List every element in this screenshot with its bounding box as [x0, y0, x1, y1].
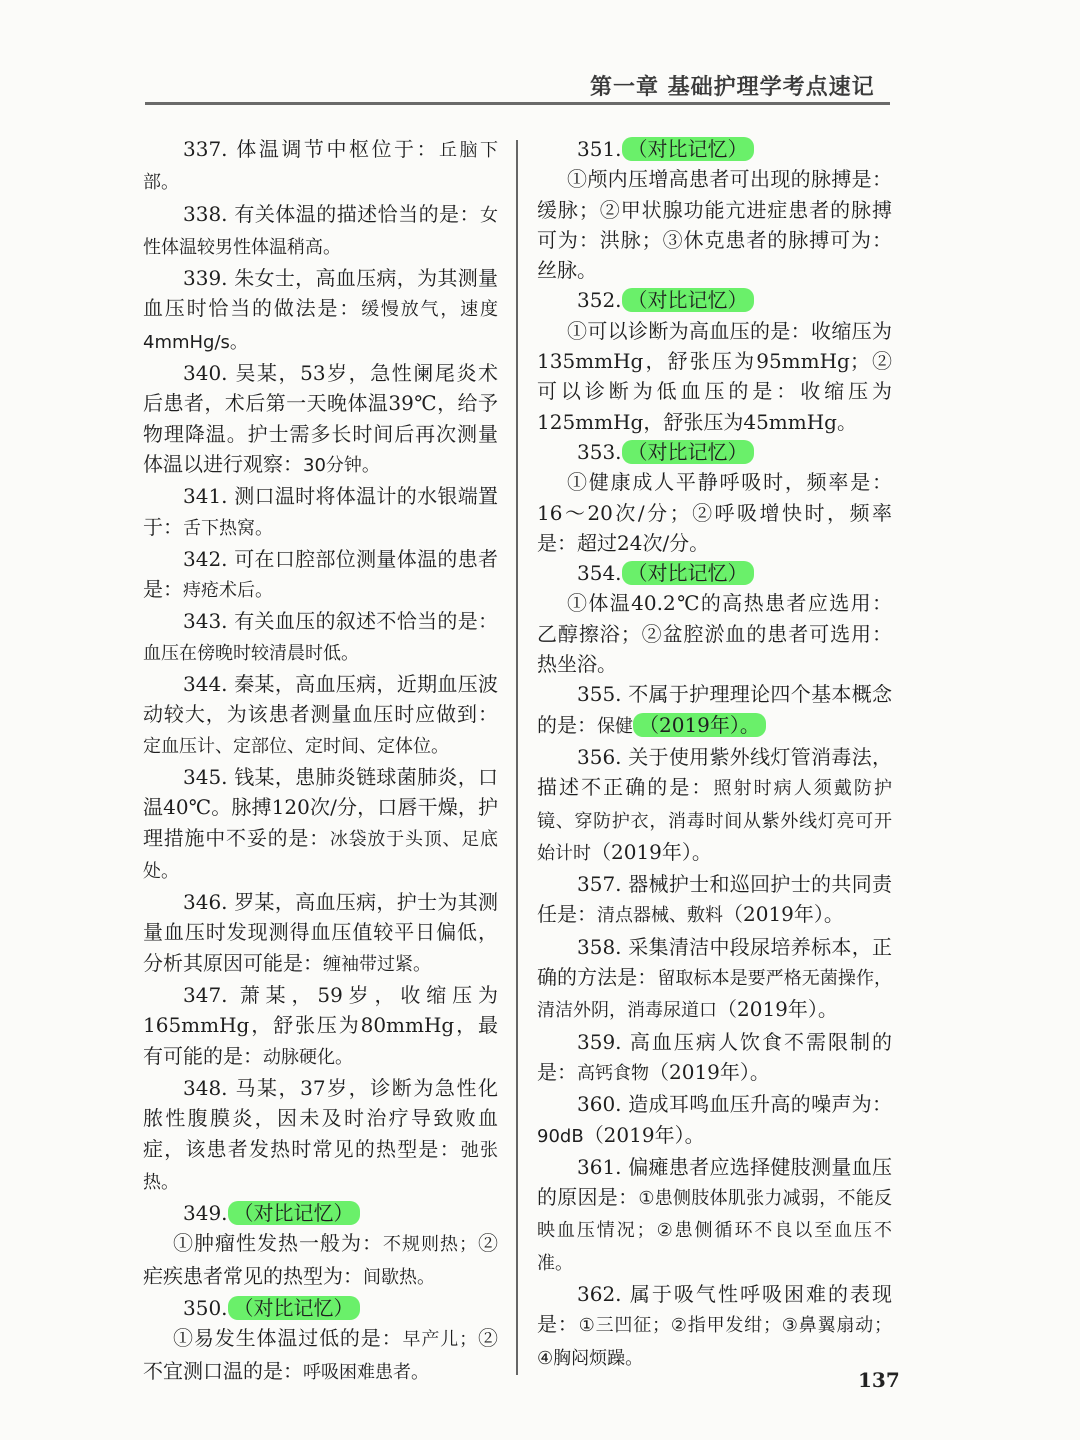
question-number: 344. [183, 672, 228, 697]
compare-memory-tag: （对比记忆） [228, 1296, 360, 1320]
question-number: 341. [183, 484, 228, 509]
answer-text: 动脉硬化。 [263, 1046, 353, 1068]
answer-text: 不规则热； [383, 1234, 477, 1256]
question-number: 353. [577, 439, 622, 464]
answer-text: 间歇热。 [363, 1266, 435, 1288]
answer-text: 30分钟。 [303, 454, 380, 476]
column-divider [516, 140, 518, 1375]
answer-text: 弛张热。 [143, 1139, 498, 1193]
question-number: 358. [577, 934, 622, 959]
right-column [537, 134, 892, 1374]
year-tag: （2019年）。 [591, 839, 712, 864]
answer-text: 缓慢放气，速度4mmHg/s。 [143, 299, 498, 353]
question-item [143, 263, 498, 358]
question-item [537, 1152, 892, 1279]
compare-item-heading [537, 134, 892, 164]
question-text: 可在口腔部位测量体温的患者是： [143, 546, 499, 602]
question-text: 朱女士，高血压病，为其测量血压时恰当的做法是： [143, 266, 499, 321]
compare-item-heading [143, 1198, 498, 1228]
question-number: 348. [183, 1075, 228, 1100]
question-item [537, 679, 892, 742]
question-text: ②疟疾患者常见的热型为： [143, 1231, 498, 1288]
answer-text: 留取标本是要严格无菌操作，清洁外阴，消毒尿道口 [537, 968, 893, 1022]
compare-memory-tag: （对比记忆） [622, 440, 754, 464]
question-text: ②不宜测口温的是： [143, 1326, 499, 1383]
answer-text: 呼吸困难患者。 [303, 1361, 429, 1383]
compare-item-body: ①健康成人平静呼吸时，频率是：16～20次/分；②呼吸增快时，频率是：超过24次/分。 [537, 470, 892, 555]
answer-text: 清点器械、敷料 [597, 905, 723, 927]
answer-text: 丘脑下部。 [143, 140, 499, 194]
question-text: 器械护士和巡回护士的共同责任是： [537, 872, 893, 927]
compare-item-body: ①颅内压增高患者可出现的脉搏是：缓脉；②甲状腺功能亢进症患者的脉搏可为：洪脉；③休克患者的脉搏可为：丝脉。 [537, 167, 892, 283]
question-number: 339. [183, 266, 228, 291]
question-text: 关于使用紫外线灯管消毒法，描述不正确的是： [537, 744, 893, 800]
question-text: 属于吸气性呼吸困难的表现是： [537, 1281, 893, 1337]
year-tag: （2019年）。 [583, 1122, 705, 1147]
question-text: 罗某，高血压病，护士为其测量血压时发现测得血压值较平日偏低，分析其原因可能是： [143, 890, 499, 975]
question-item [143, 669, 498, 762]
answer-text: 照射时病人须戴防护镜、穿防护衣，消毒时间从紫外线灯亮可开始计时 [537, 778, 892, 864]
question-text: 造成耳鸣血压升高的噪声为： [628, 1092, 893, 1117]
question-text: 体温调节中枢位于： [236, 137, 439, 161]
question-text: 测口温时将体温计的水银端置于： [143, 484, 499, 539]
question-number: 360. [577, 1092, 622, 1117]
answer-text: 冰袋放于头顶、足底处。 [143, 828, 499, 882]
compare-item-heading [143, 1293, 498, 1323]
page-number: 137 [858, 1368, 900, 1392]
answer-text: 血压在傍晚时较清晨时低。 [143, 642, 359, 664]
question-number: 357. [577, 872, 622, 897]
question-item [143, 481, 498, 544]
question-number: 359. [577, 1029, 622, 1054]
question-text: 高血压病人饮食不需限制的是： [537, 1029, 893, 1084]
question-number: 343. [183, 609, 228, 634]
question-text: ①肿瘤性发热一般为： [173, 1231, 383, 1256]
year-tag: （2019年）。 [723, 902, 844, 927]
question-item [537, 742, 892, 869]
compare-item-body [143, 1323, 498, 1388]
question-item [537, 1027, 892, 1090]
question-number: 349. [183, 1201, 228, 1226]
compare-memory-tag: （对比记忆） [622, 561, 754, 585]
question-item [143, 134, 498, 199]
question-item [143, 980, 498, 1073]
compare-item-heading [537, 285, 892, 315]
question-text: 马某，37岁，诊断为急性化脓性腹膜炎，因未及时治疗导致败血症，该患者发热时常见的热型是： [143, 1075, 499, 1161]
answer-text: 定血压计、定部位、定时间、定体位。 [143, 735, 449, 757]
question-number: 354. [577, 561, 622, 586]
question-item [143, 1073, 498, 1198]
question-item [143, 762, 498, 887]
compare-item-heading [537, 558, 892, 588]
answer-text: ①三凹征；②指甲发绀；③鼻翼扇动；④胸闷烦躁。 [537, 1315, 892, 1369]
question-text: 吴某，53岁，急性阑尾炎术后患者，术后第一天晚体温39℃，给予物理降温。护士需多长时间后再次测量体温以进行观察： [143, 361, 499, 476]
answer-text: 女性体温较男性体温稍高。 [143, 204, 498, 258]
question-text: 钱某，患肺炎链球菌肺炎，口温40℃。脉搏120次/分，口唇干燥，护理措施中不妥的是： [143, 764, 499, 850]
question-text: 不属于护理理论四个基本概念的是： [537, 682, 893, 737]
compare-item-body [143, 1228, 498, 1293]
answer-text: 保健 [597, 715, 633, 737]
header-rule [145, 102, 890, 105]
question-number: 342. [183, 546, 228, 571]
question-number: 361. [577, 1154, 622, 1179]
question-number: 345. [183, 764, 228, 789]
question-item [537, 1089, 892, 1152]
question-text: ①易发生体温过低的是： [173, 1326, 403, 1351]
answer-text: 痔疮术后。 [183, 580, 273, 602]
answer-text: 90dB [537, 1125, 584, 1147]
question-text: 有关血压的叙述不恰当的是： [234, 609, 499, 634]
question-number: 346. [183, 890, 228, 915]
question-text: 萧某，59岁，收缩压为165mmHg，舒张压为80mmHg，最有可能的是： [143, 983, 499, 1068]
compare-item-heading [537, 437, 892, 467]
compare-item-body: ①可以诊断为高血压的是：收缩压为135mmHg，舒张压为95mmHg；②可以诊断为低血压的是：收缩压为125mmHg，舒张压为45mmHg。 [537, 318, 892, 434]
question-number: 352. [577, 288, 622, 313]
question-number: 350. [183, 1295, 228, 1320]
chapter-header: 第一章 基础护理学考点速记 [590, 74, 875, 100]
question-text: 偏瘫患者应选择健肢测量血压的原因是： [537, 1154, 893, 1210]
compare-memory-tag: （对比记忆） [228, 1201, 360, 1225]
question-number: 338. [183, 201, 228, 226]
question-text: 有关体温的描述恰当的是： [234, 201, 480, 226]
question-number: 347. [183, 983, 228, 1008]
question-item [143, 544, 498, 607]
answer-text: 舌下热窝。 [183, 517, 273, 539]
question-number: 340. [183, 361, 228, 386]
answer-text: 缠袖带过紧。 [323, 953, 431, 975]
question-item [537, 869, 892, 932]
answer-text: 高钙食物 [577, 1062, 649, 1084]
question-item [143, 887, 498, 980]
year-tag: （2019年）。 [717, 997, 838, 1022]
answer-text: ①患侧肢体肌张力减弱，不能反映血压情况；②患侧循环不良以至血压不准。 [537, 1188, 893, 1274]
year-tag: （2019年）。 [633, 713, 766, 737]
compare-memory-tag: （对比记忆） [622, 137, 754, 161]
question-number: 337. [183, 137, 228, 161]
question-number: 356. [577, 744, 622, 769]
left-column [143, 134, 498, 1388]
year-tag: （2019年）。 [649, 1059, 770, 1084]
question-item [537, 932, 892, 1027]
compare-item-body: ①体温40.2℃的高热患者应选用：乙醇擦浴；②盆腔淤血的患者可选用：热坐浴。 [537, 591, 892, 677]
question-number: 362. [577, 1281, 622, 1306]
question-item [143, 199, 498, 264]
answer-text: 早产儿； [402, 1329, 478, 1351]
question-text: 秦某，高血压病，近期血压波动较大，为该患者测量血压时应做到： [143, 672, 499, 727]
question-item [143, 606, 498, 669]
compare-memory-tag: （对比记忆） [622, 288, 754, 312]
question-text: 采集清洁中段尿培养标本，正确的方法是： [537, 934, 893, 990]
question-number: 351. [577, 137, 622, 161]
question-item [537, 1279, 892, 1374]
question-item [143, 358, 498, 481]
question-number: 355. [577, 682, 622, 707]
